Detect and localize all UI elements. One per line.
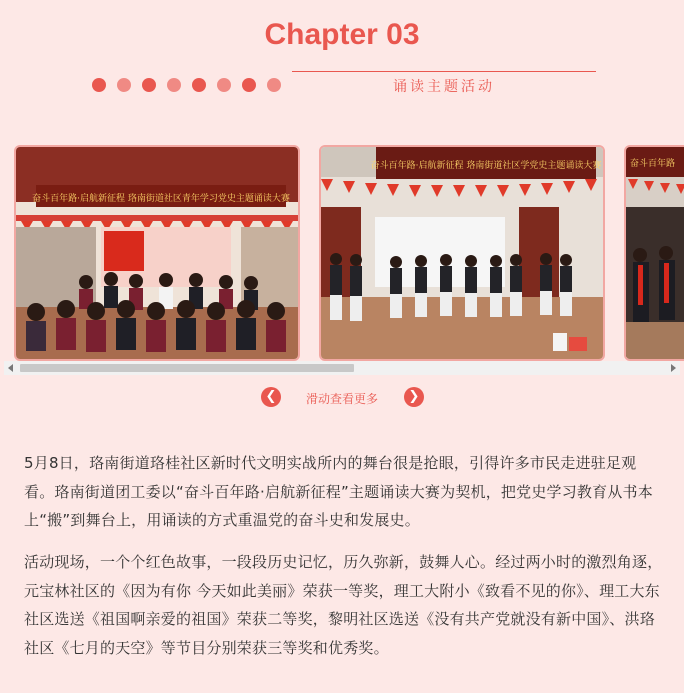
- dot-icon: [117, 78, 131, 92]
- subtitle-divider: [292, 71, 596, 72]
- photo-children-performance: [319, 145, 605, 361]
- dot-icon: [92, 78, 106, 92]
- prev-arrow-icon[interactable]: ❮: [261, 387, 281, 407]
- swipe-hint: 滑动查看更多: [305, 392, 378, 406]
- article-paragraph-1: 5月8日，珞南街道珞桂社区新时代文明实战所内的舞台很是抢眼，引得许多市民走进驻足观看。珞南街道团工委以“奋斗百年路·启航新征程”主题诵读大赛为契机，把党史学习教育从书本上“搬”到舞台上，用诵读的方式重温党的奋斗史和发展史。: [24, 454, 653, 529]
- article-paragraph-2: 活动现场，一个个红色故事，一段段历史记忆，历久弥新，鼓舞人心。经过两小时的激烈角逐，元宝林社区的《因为有你 今天如此美丽》荣获一等奖，理工大附小《致看不见的你》、理工大东社区选送《祖国啊亲爱的祖国》荣获二等奖，黎明社区选送《没有共产党就没有新中国》、洪珞社区《七月的天空》等节目分别荣获三等奖和优秀奖。: [24, 553, 663, 657]
- dot-icon: [142, 78, 156, 92]
- next-arrow-icon[interactable]: ❯: [404, 387, 424, 407]
- scroll-right-arrow-icon[interactable]: [671, 364, 676, 372]
- scroll-thumb[interactable]: [20, 364, 354, 372]
- photo-gallery[interactable]: [0, 145, 684, 361]
- dot-icon: [192, 78, 206, 92]
- photo-adults-performance: [624, 145, 684, 361]
- photo-banner-text: 奋斗百年路·启航新征程 珞南街道社区青年学习党史主题诵读大赛: [32, 194, 290, 204]
- scroll-left-arrow-icon[interactable]: [8, 364, 13, 372]
- dot-icon: [267, 78, 281, 92]
- dot-icon: [217, 78, 231, 92]
- photo-group-children-stage: [14, 145, 300, 361]
- chapter-title: Chapter 03: [264, 18, 420, 51]
- gallery-nav: [0, 385, 684, 409]
- dot-icon: [167, 78, 181, 92]
- dot-icon: [242, 78, 256, 92]
- horizontal-scrollbar[interactable]: [4, 361, 680, 375]
- section-subtitle: 诵读主题活动: [393, 79, 495, 95]
- decorative-dots: [92, 78, 281, 92]
- photo-banner-text: 奋斗百年路: [630, 159, 676, 169]
- photo-banner-text: 奋斗百年路·启航新征程 珞南街道社区学党史主题诵读大赛: [370, 161, 602, 171]
